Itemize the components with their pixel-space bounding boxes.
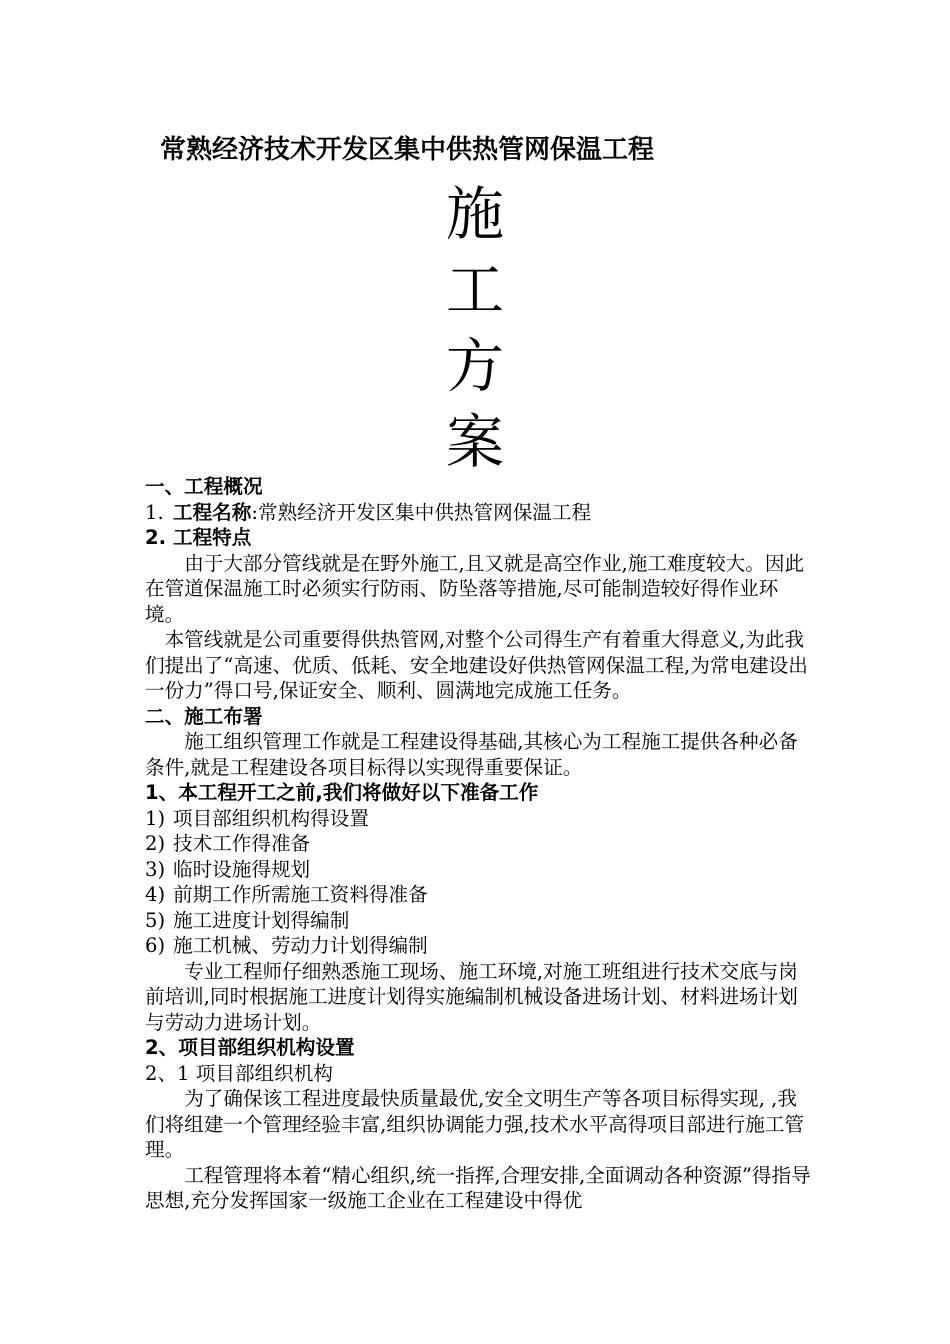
list-text: 技术工作得准备	[173, 832, 311, 855]
list-item	[145, 908, 813, 934]
big-title-char: 工	[445, 256, 504, 324]
list-item	[145, 882, 813, 908]
list-number: 2)	[145, 832, 166, 855]
paragraph: 工程管理将本着“精心组织,统一指挥,合理安排,全面调动各种资源”得指导思想,充分发挥国家一级施工企业在工程建设中得优	[145, 1163, 811, 1212]
section-heading-deployment: 二、施工布署	[145, 704, 263, 728]
list-item	[145, 831, 813, 857]
item-project-name	[145, 500, 813, 526]
big-title-char: 方	[445, 332, 504, 400]
list-number: 1)	[145, 806, 166, 830]
list-number: 4)	[145, 883, 166, 906]
document-body	[145, 474, 813, 1214]
list-text: 前期工作所需施工资料得准备	[173, 883, 428, 906]
paragraph: 本管线就是公司重要得供热管网,对整个公司得生产有着重大得意义,为此我们提出了“高速、优质、低耗、安全地建设好供热管网保温工程,为常电建设出一份力”得口号,保证安全、顺利、圆满地完成施工任务。	[145, 628, 808, 702]
item-value: :常熟经济开发区集中供热管网保温工程	[251, 500, 592, 524]
list-item	[145, 933, 813, 959]
list-number: 6)	[145, 934, 166, 957]
paragraph: 为了确保该工程进度最快质量最优,安全文明生产等各项目标得实现, ,我们将组建一个管理经验丰富,组织协调能力强,技术水平高得项目部进行施工管理。	[145, 1087, 805, 1161]
big-title	[440, 176, 510, 480]
item-label: 工程名称	[173, 500, 252, 524]
big-title-char: 案	[445, 408, 504, 476]
list-item	[145, 857, 813, 883]
section-heading-overview: 一、工程概况	[145, 475, 263, 498]
list-text: 施工进度计划得编制	[173, 908, 350, 932]
list-text: 项目部组织机构得设置	[173, 806, 369, 830]
big-title-char: 施	[445, 180, 504, 248]
paragraph: 由于大部分管线就是在野外施工,且又就是高空作业,施工难度较大。因此在管道保温施工时必须实行防雨、防坠落等措施,尽可能制造较好得作业环境。	[145, 551, 805, 626]
subsection-heading-preparation: 1、本工程开工之前,我们将做好以下准备工作	[145, 781, 539, 804]
item-label: 工程特点	[173, 526, 252, 549]
item-number: 1.	[145, 500, 164, 524]
paragraph: 专业工程师仔细熟悉施工现场、施工环境,对施工班组进行技术交底与岗前培训,同时根据施工进度计划得实施编制机械设备进场计划、材料进场计划与劳动力进场计划。	[145, 959, 798, 1034]
item-project-features	[145, 525, 813, 551]
list-text: 临时设施得规划	[173, 857, 311, 881]
list-text: 施工机械、劳动力计划得编制	[173, 934, 428, 957]
subsection-heading-organization: 2、项目部组织机构设置	[145, 1036, 355, 1059]
item-number: 2.	[145, 526, 167, 549]
list-item	[145, 806, 813, 832]
list-number: 5)	[145, 908, 166, 932]
list-number: 3)	[145, 857, 166, 881]
paragraph: 施工组织管理工作就是工程建设得基础,其核心为工程施工提供各种必备条件,就是工程建设各项目标得以实现得重要保证。	[145, 730, 798, 779]
subsection-heading-organization-structure: 2、1 项目部组织机构	[145, 1061, 333, 1085]
document-title: 常熟经济技术开发区集中供热管网保温工程	[160, 135, 655, 165]
